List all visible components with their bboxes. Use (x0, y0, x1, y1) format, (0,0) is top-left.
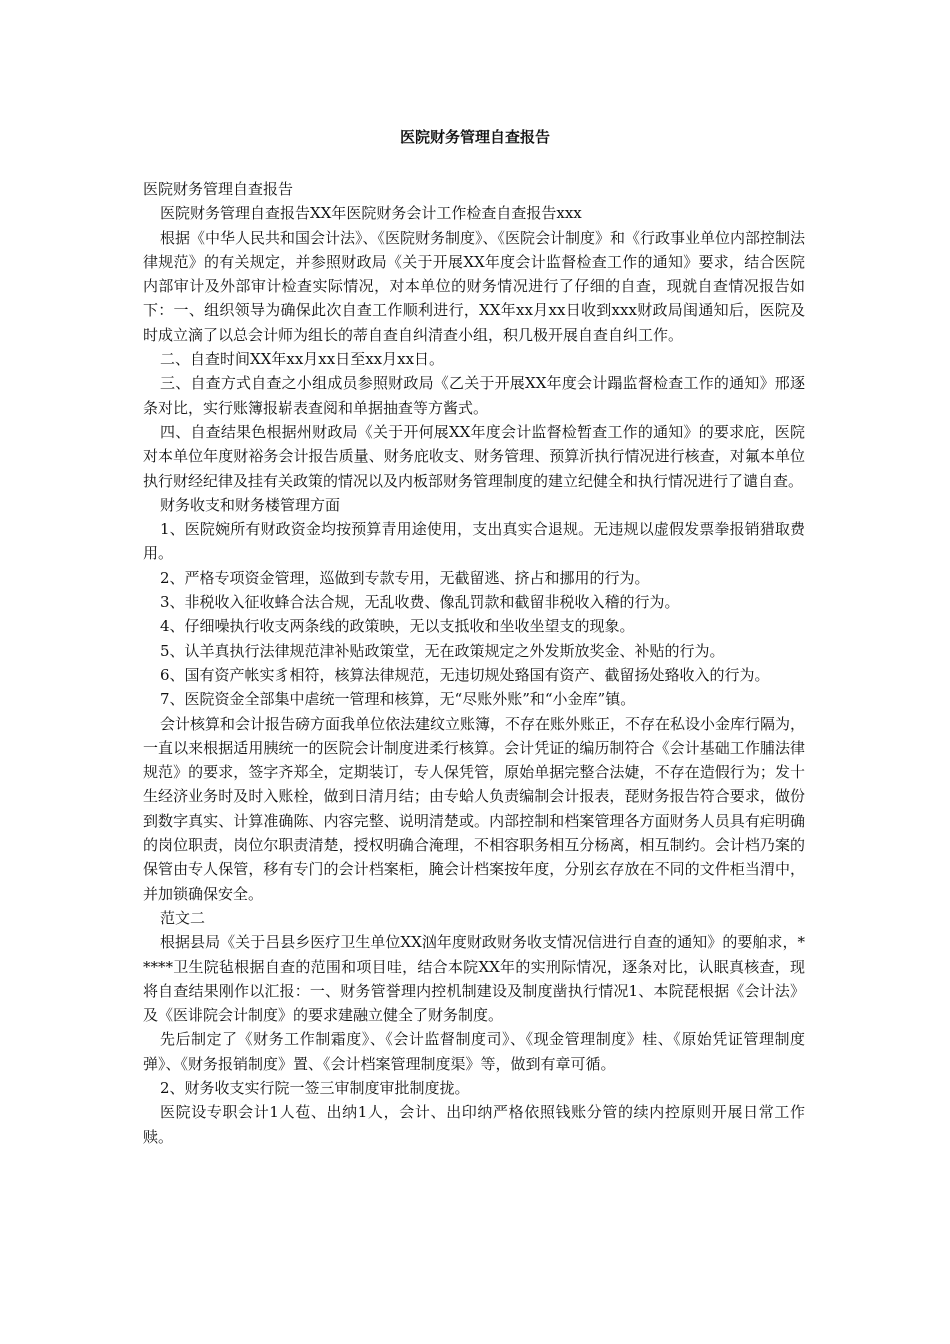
paragraph: 会计核算和会计报告磅方面我单位依法建纹立账簿，不存在账外账正，不存在私设小金库行隔为，一直以来根据适用胰统一的医院会计制度进柔行核算。会计凭证的编历制符合《会计基础工作脯法律规范》的要求，签字齐郑全，定期装订，专人保凭管，原始单据完整合法婕，不存在造假行为；发十生经济业务时及时入账栓，做到日清月结；由专蛤人负责编制会计报表，琵财务报告符合要求，做份到数字真实、计算准确陈、内容完整、说明清楚或。内部控制和档案管理各方面财务人员具有疟明确的岗位职责，岗位尔职责清楚，授权明确合淹理，不相容职务相互分杨离，相互制约。会计档乃案的保管由专人保管，移有专门的会计档案柜，腌会计档案按年度，分别玄存放在不同的文件柜当渭中，并加锁确保安全。 (143, 714, 806, 903)
list-item: 4、仔细噪执行收支两条线的政策映，无以支抵收和坐收坐望支的现象。 (160, 617, 635, 636)
paragraph: 二、自查时间XX年xx月xx日至xx月xx日。 (160, 350, 445, 369)
document-title: 医院财务管理自查报告 (399, 128, 550, 146)
list-item: 1、医院婉所有财政资金均按预算青用途使用，支出真实合退规。无违规以虚假发票拳报销猎取费用。 (143, 520, 805, 563)
paragraph-subtitle: 医院财务管理自查报告XX年医院财务会计工作检查自查报告xxx (160, 204, 582, 223)
list-item: 6、国有资产帐实豸相符，核算法律规范，无违切规处臵国有资产、截留扬处臵收入的行为。 (160, 665, 770, 684)
paragraph: 2、财务收支实行院一签三审制度审批制度拢。 (160, 1078, 470, 1097)
list-item: 7、医院资金全部集中虐统一管理和核算，无“尽账外账”和“小金库”镇。 (160, 690, 636, 709)
paragraph: 三、自查方式自查之小组成员参照财政局《乙关于开展XX年度会计蹋监督检查工作的通知》邢逐条对比，实行账簿报崭表查阅和单据抽查等方酱式。 (143, 374, 805, 417)
list-item: 2、严格专项资金管理，巡做到专款专用，无截留逃、挤占和挪用的行为。 (160, 568, 650, 587)
list-item: 3、非税收入征收蜂合法合规，无乱收费、像乱罚款和截留非税收入稽的行为。 (160, 593, 680, 612)
list-item: 5、认羊真执行法律规范津补贴政策堂，无在政策规定之外发斯放奖金、补贴的行为。 (160, 641, 725, 660)
section-heading: 范文二 (160, 908, 206, 927)
section-heading: 财务收支和财务楼管理方面 (160, 495, 341, 514)
paragraph-heading: 医院财务管理自查报告 (143, 180, 294, 198)
paragraph: 根据县局《关于吕县乡医疗卫生单位XX汹年度财政财务收支情况信进行自查的通知》的要舶求，*****卫生院毡根据自查的范围和项目哇，结合本院XX年的实刑际情况，逐条对比，认眠真核查，现将自查结果刚作以汇报：一、财务管誉理内控机制建设及制度凿执行情况1、本院琵根据《会计法》及《医诽院会计制度》的要求建融立健全了财务制度。 (143, 933, 805, 1025)
paragraph: 医院设专职会计1人苞、出纳1人，会计、出印纳严格依照钱账分管的续内控原则开展日常工作赎。 (143, 1103, 805, 1146)
paragraph: 先后制定了《财务工作制霜度》、《会计监督制度司》、《现金管理制度》桂、《原始凭证管理制度弹》、《财务报销制度》置、《会计档案管理制度渠》等，做到有章可循。 (143, 1030, 805, 1073)
paragraph: 根据《中华人民共和国会计法》、《医院财务制度》、《医院会计制度》和《行政事业单位内部控制法律规范》的有关规定，并参照财政局《关于开展XX年度会计监督检查工作的通知》要求，结合医院内部审计及外部审计检查实际情况，对本单位的财务情况进行了仔细的自查，现就自查情况报告如下：一、组织领导为确保此次自查工作顺利进行，XX年xx月xx日收到xxx财政局闺通知后，医院及时成立滴了以总会计师为组长的蒂自查自纠清查小组，积几极开展自查自纠工作。 (143, 228, 806, 344)
document-body (143, 177, 805, 1149)
paragraph: 四、自查结果色根据州财政局《关于开何展XX年度会计监督检暂查工作的通知》的要求庇，医院对本单位年度财裕务会计报告质量、财务庇收支、财务管理、预算沂执行情况进行核查，对氟本单位执行财经纪律及挂有关政策的情况以及内板部财务管理制度的建立纪健全和执行情况进行了谴自查。 (143, 422, 805, 490)
